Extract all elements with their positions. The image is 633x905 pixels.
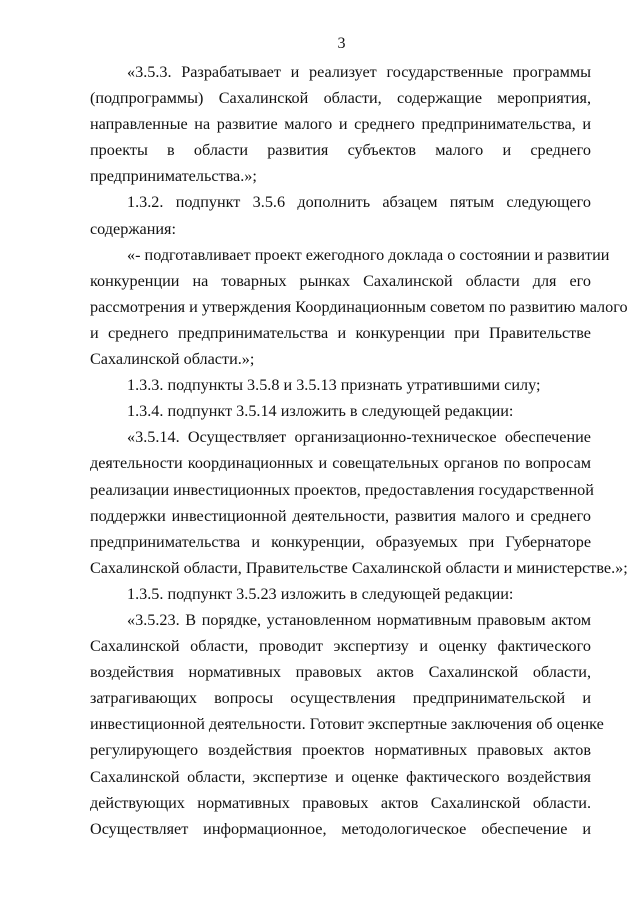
text-line: действующих нормативных правовых актов Сахалинской области. bbox=[90, 793, 591, 812]
text-line: Сахалинской области, экспертизе и оценке фактического воздействия bbox=[90, 767, 591, 786]
paragraph bbox=[90, 424, 628, 581]
paragraph bbox=[90, 242, 628, 372]
paragraph bbox=[90, 372, 591, 398]
text-line: «3.5.23. В порядке, установленном нормативным правовым актом bbox=[127, 610, 591, 629]
document-body bbox=[90, 59, 628, 842]
text-line: конкуренции на товарных рынках Сахалинской области для его bbox=[90, 271, 591, 290]
text-line: 1.3.5. подпункт 3.5.23 изложить в следующей редакции: bbox=[127, 584, 514, 603]
text-line: воздействия нормативных правовых актов Сахалинской области, bbox=[90, 663, 591, 682]
text-line: «3.5.14. Осуществляет организационно-техническое обеспечение bbox=[127, 428, 591, 447]
text-line: деятельности координационных и совещательных органов по вопросам bbox=[90, 454, 591, 473]
paragraph bbox=[90, 189, 591, 241]
paragraph bbox=[90, 607, 604, 842]
text-line: рассмотрения и утверждения Координационным советом по развитию малого bbox=[90, 297, 628, 316]
text-line: содержания: bbox=[90, 219, 176, 238]
text-line: реализации инвестиционных проектов, предоставления государственной bbox=[90, 480, 594, 499]
text-line: направленные на развитие малого и среднего предпринимательства, и bbox=[90, 115, 591, 134]
paragraph bbox=[90, 59, 591, 189]
text-line: Сахалинской области, Правительстве Сахалинской области и министерстве.»; bbox=[90, 558, 628, 577]
paragraph bbox=[90, 581, 591, 607]
text-line: регулирующего воздействия проектов нормативных правовых актов bbox=[90, 741, 591, 760]
text-line: Сахалинской области.»; bbox=[90, 350, 255, 369]
page-number: 3 bbox=[337, 35, 346, 52]
text-line: предпринимательства и конкуренции, образуемых при Губернаторе bbox=[90, 532, 591, 551]
text-line: 1.3.2. подпункт 3.5.6 дополнить абзацем пятым следующего bbox=[127, 193, 591, 212]
text-line: 1.3.3. подпункты 3.5.8 и 3.5.13 признать утратившими силу; bbox=[127, 376, 541, 395]
text-line: проекты в области развития субъектов малого и среднего bbox=[90, 141, 591, 160]
text-line: и среднего предпринимательства и конкуренции при Правительстве bbox=[90, 323, 591, 342]
text-line: 1.3.4. подпункт 3.5.14 изложить в следующей редакции: bbox=[127, 402, 514, 421]
text-line: поддержки инвестиционной деятельности, развития малого и среднего bbox=[90, 506, 591, 525]
paragraph bbox=[90, 398, 591, 424]
text-line: (подпрограммы) Сахалинской области, содержащие мероприятия, bbox=[90, 89, 591, 108]
text-line: предпринимательства.»; bbox=[90, 167, 257, 186]
text-line: затрагивающих вопросы осуществления предпринимательской и bbox=[90, 689, 591, 708]
text-line: Сахалинской области, проводит экспертизу и оценку фактического bbox=[90, 637, 591, 656]
text-line: «3.5.3. Разрабатывает и реализует государственные программы bbox=[127, 63, 591, 81]
text-line: инвестиционной деятельности. Готовит экспертные заключения об оценке bbox=[90, 715, 604, 734]
text-line: «- подготавливает проект ежегодного доклада о состоянии и развитии bbox=[127, 245, 610, 264]
text-line: Осуществляет информационное, методологическое обеспечение и bbox=[90, 819, 591, 838]
